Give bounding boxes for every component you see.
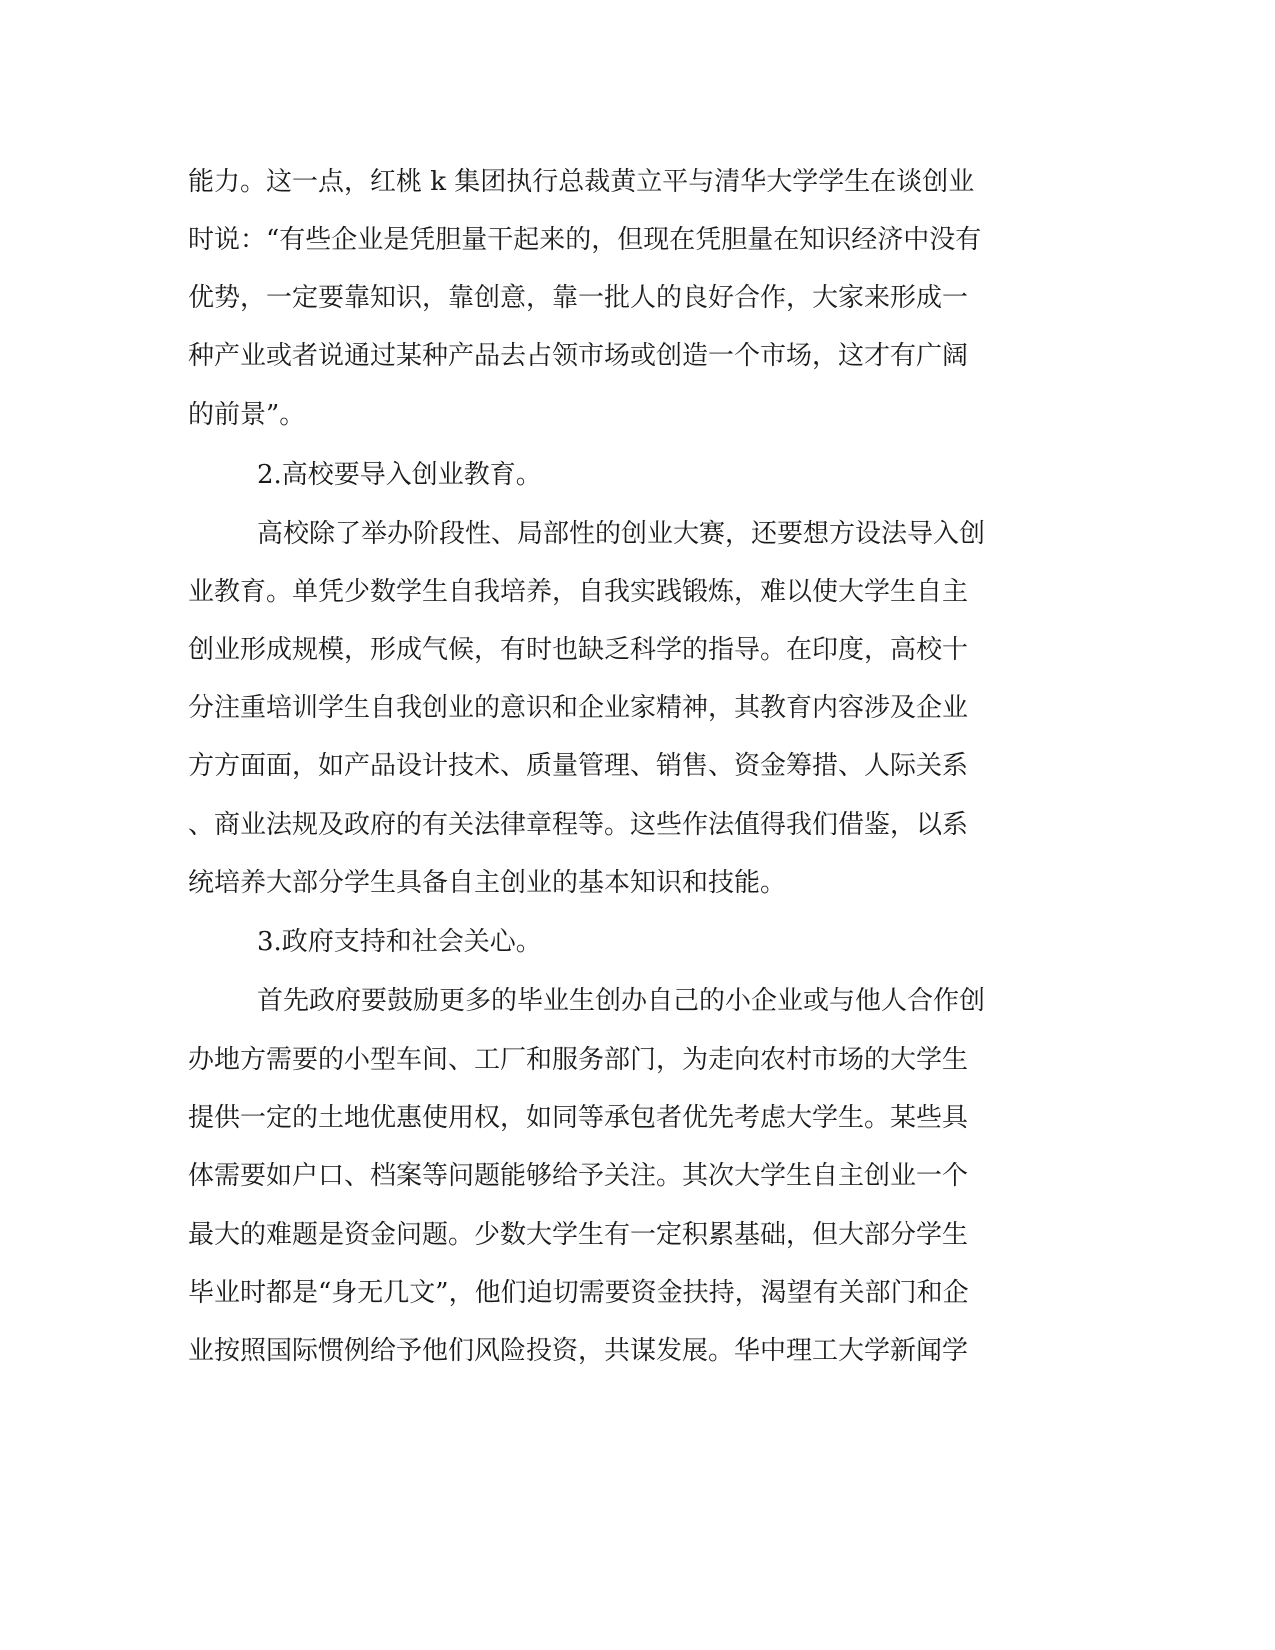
body-text-line: 创业形成规模，形成气候，有时也缺乏科学的指导。在印度，高校十	[188, 635, 969, 665]
section-heading: 3.政府支持和社会关心。	[257, 927, 542, 957]
body-text-line: 统培养大部分学生具备自主创业的基本知识和技能。	[188, 868, 787, 898]
body-text-line: 方方面面，如产品设计技术、质量管理、销售、资金筹措、人际关系	[188, 751, 969, 781]
body-text-line: 业按照国际惯例给予他们风险投资，共谋发展。华中理工大学新闻学	[188, 1336, 969, 1366]
paragraph-first-line: 首先政府要鼓励更多的毕业生创办自己的小企业或与他人合作创	[257, 986, 986, 1016]
body-text-line: 的前景”。	[188, 400, 306, 430]
section-heading: 2.高校要导入创业教育。	[257, 460, 542, 490]
paragraph-first-line: 高校除了举办阶段性、局部性的创业大赛，还要想方设法导入创	[257, 519, 986, 549]
body-text-line: 办地方需要的小型车间、工厂和服务部门，为走向农村市场的大学生	[188, 1045, 969, 1075]
body-text-line: 提供一定的土地优惠使用权，如同等承包者优先考虑大学生。某些具	[188, 1103, 969, 1133]
body-text-line: 业教育。单凭少数学生自我培养，自我实践锻炼，难以使大学生自主	[188, 577, 969, 607]
body-text-line: 优势，一定要靠知识，靠创意，靠一批人的良好合作，大家来形成一	[188, 283, 969, 313]
body-text-line: 能力。这一点，红桃 k 集团执行总裁黄立平与清华大学学生在谈创业	[188, 167, 975, 197]
body-text-line: 毕业时都是“身无几文”，他们迫切需要资金扶持，渴望有关部门和企	[188, 1278, 969, 1308]
body-text-line: 最大的难题是资金问题。少数大学生有一定积累基础，但大部分学生	[188, 1220, 969, 1250]
body-text-line: 时说：“有些企业是凭胆量干起来的，但现在凭胆量在知识经济中没有	[188, 225, 982, 255]
body-text-line: 分注重培训学生自我创业的意识和企业家精神，其教育内容涉及企业	[188, 693, 969, 723]
body-text-line: 体需要如户口、档案等问题能够给予关注。其次大学生自主创业一个	[188, 1161, 969, 1191]
body-text-line: 种产业或者说通过某种产品去占领市场或创造一个市场，这才有广阔	[188, 341, 969, 371]
body-text-line: 、商业法规及政府的有关法律章程等。这些作法值得我们借鉴，以系	[188, 810, 969, 840]
